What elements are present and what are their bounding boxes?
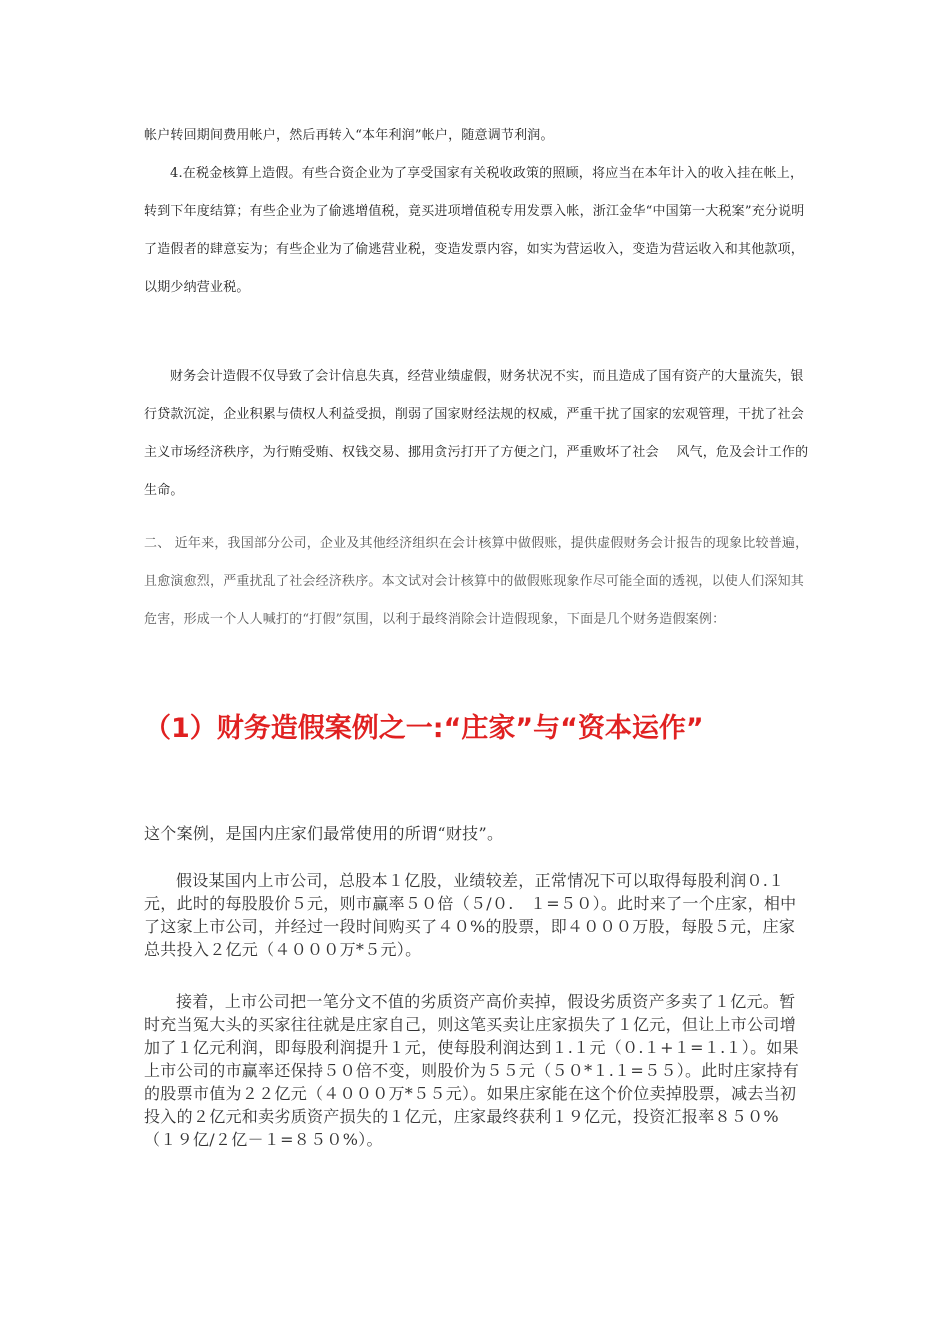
paragraph-section-two: 二、 近年来，我国部分公司，企业及其他经济组织在会计核算中做假账，提供虚假财务会计报告的现象比较普遍，且愈演愈烈，严重扰乱了社会经济秩序。本文试对会计核算中的做假账现象作尽可能全面的透视，以使人们深知其危害，形成一个人人喊打的“打假”氛围，以利于最终消除会计造假现象，下面是几个财务造假案例：: [144, 536, 809, 627]
paragraph-case-intro: 这个案例，是国内庄家们最常使用的所谓“财技”。: [144, 824, 504, 843]
case-heading: （1）财务造假案例之一:“庄家”与“资本运作”: [144, 713, 704, 744]
paragraph-case-setup: 假设某国内上市公司，总股本１亿股，业绩较差，正常情况下可以取得每股利润０.１元，此时的每股股价５元，则市赢率５０倍（５/０. １=５０）。此时来了一个庄家，相中了这家上市公司，并经过一段时间购买了４０%的股票，即４０００万股，每股５元，庄家总共投入２亿元（４０００万*５元）。: [144, 871, 797, 959]
paragraph-consequences: 财务会计造假不仅导致了会计信息失真，经营业绩虚假，财务状况不实，而且造成了国有资产的大量流失，银行贷款沉淀，企业积累与债权人利益受损，削弱了国家财经法规的权威，严重干扰了国家的宏观管理，干扰了社会主义市场经济秩序，为行贿受贿、权钱交易、挪用贪污打开了方便之门，严重败坏了社会 风气，危及会计工作的生命。: [144, 369, 809, 498]
paragraph-account-transfer: 帐户转回期间费用帐户，然后再转入“本年利润”帐户，随意调节利润。: [144, 128, 554, 143]
paragraph-case-profit: 接着，上市公司把一笔分文不值的劣质资产高价卖掉，假设劣质资产多卖了１亿元。暂时充当冤大头的买家往往就是庄家自己，则这笔买卖让庄家损失了１亿元，但让上市公司增加了１亿元利润，即每股利润提升１元，使每股利润达到１.１元（０.１+１=１.１）。如果上市公司的市赢率还保持５０倍不变，则股价为５５元（５０*１.１=５５）。此时庄家持有的股票市值为２２亿元（４０００万*５５元）。如果庄家能在这个价位卖掉股票，减去当初投入的２亿元和卖劣质资产损失的１亿元，庄家最终获利１９亿元，投资汇报率８５０%（１９亿/２亿－１=８５０%）。: [144, 992, 800, 1149]
paragraph-tax-fraud: 4.在税金核算上造假。有些合资企业为了享受国家有关税收政策的照顾，将应当在本年计入的收入挂在帐上，转到下年度结算；有些企业为了偷逃增值税，竟买进项增值税专用发票入帐，浙江金华“中国第一大税案”充分说明了造假者的肆意妄为；有些企业为了偷逃营业税，变造发票内容，如实为营运收入，变造为营运收入和其他款项，以期少纳营业税。: [144, 166, 805, 295]
